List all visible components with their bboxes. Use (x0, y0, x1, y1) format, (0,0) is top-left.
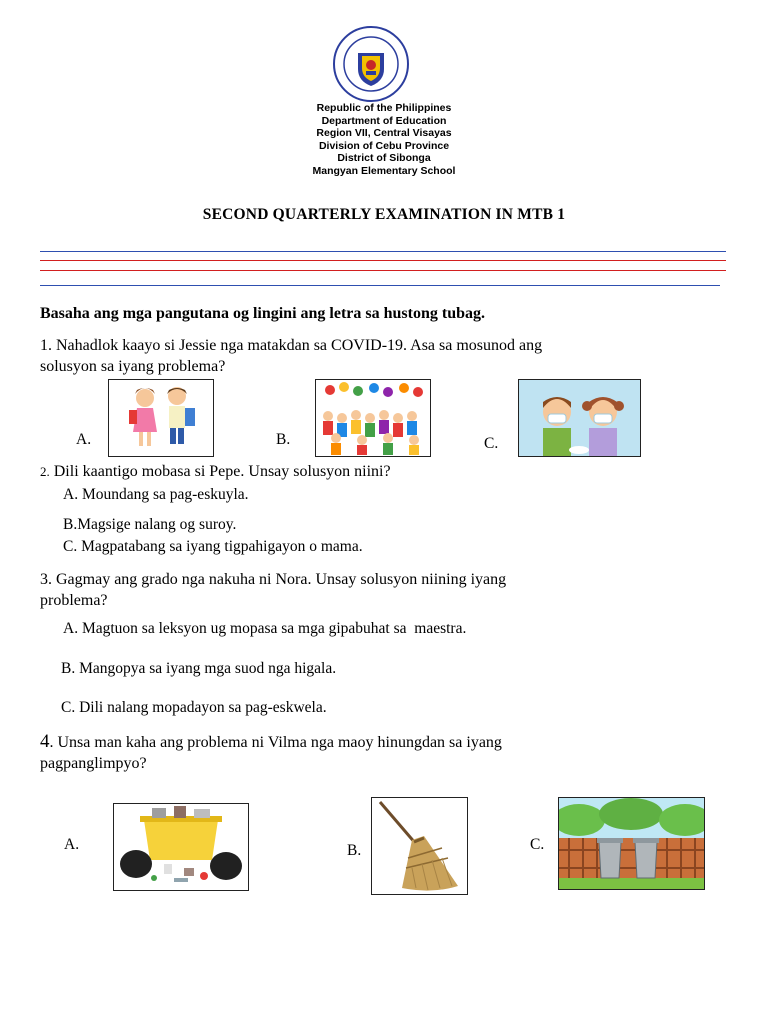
question-4-line-2: pagpanglimpyo? (40, 755, 147, 772)
question-4-line-1 (40, 731, 740, 753)
q4-image-broom (371, 797, 468, 895)
rule-red-2 (40, 270, 726, 271)
question-3-line-2: problema? (40, 592, 108, 609)
q2-option-b[interactable]: B.Magsige nalang og suroy. (63, 516, 237, 533)
q4-label-b[interactable]: B. (347, 842, 362, 859)
header-line-school: Mangyan Elementary School (312, 164, 456, 177)
q4-image-trash-cans (558, 797, 705, 890)
header-line-division: Division of Cebu Province (318, 139, 450, 152)
q2-option-a[interactable]: A. Moundang sa pag-eskuyla. (63, 486, 249, 503)
q1-label-c[interactable]: C. (484, 435, 499, 452)
q3-option-b[interactable]: B. Mangopya sa iyang mga suod nga higala. (61, 660, 337, 677)
header-line-department: Department of Education (321, 114, 447, 127)
q1-image-crowd-with-balloons (315, 379, 431, 457)
question-2-text: Dili kaantigo mobasa si Pepe. Unsay solusyon niini? (49, 463, 391, 480)
question-4-text: . Unsa man kaha ang problema ni Vilma nga maoy hinungdan sa iyang (49, 734, 502, 751)
deped-seal (332, 25, 410, 103)
q1-image-children-with-bags (108, 379, 214, 457)
question-4-number: 4 (40, 731, 50, 752)
header-line-region: Region VII, Central Visayas (316, 127, 452, 139)
question-2 (40, 461, 740, 482)
q3-option-c[interactable]: C. Dili nalang mopadayon sa pag-eskwela. (61, 699, 327, 716)
q3-option-a[interactable]: A. Magtuon sa leksyon ug mopasa sa mga gipabuhat sa maestra. (63, 620, 467, 637)
question-2-number: 2. (40, 464, 50, 479)
q4-label-c[interactable]: C. (530, 836, 545, 853)
q2-option-c[interactable]: C. Magpatabang sa iyang tigpahigayon o mama. (63, 538, 363, 555)
rule-red-1 (40, 260, 726, 261)
q1-image-children-with-masks (518, 379, 641, 457)
header-line-republic: Republic of the Philippines (316, 102, 452, 114)
q4-label-a[interactable]: A. (64, 836, 80, 853)
rule-blue-bottom (40, 285, 720, 286)
q4-image-overflowing-garbage (113, 803, 249, 891)
instruction: Basaha ang mga pangutana og lingini ang letra sa hustong tubag. (40, 305, 485, 322)
question-3-line-1: 3. Gagmay ang grado nga nakuha ni Nora. Unsay solusyon niining iyang (40, 571, 507, 588)
question-1-line-1: 1. Nahadlok kaayo si Jessie nga matakdan sa COVID-19. Asa sa mosunod ang (40, 337, 543, 354)
exam-title: SECOND QUARTERLY EXAMINATION IN MTB 1 (202, 206, 566, 223)
q1-label-a[interactable]: A. (76, 431, 92, 448)
question-1-line-2: solusyon sa iyang problema? (40, 358, 226, 375)
rule-blue-top (40, 251, 726, 252)
header-line-district: District of Sibonga (337, 152, 431, 164)
q1-label-b[interactable]: B. (276, 431, 291, 448)
